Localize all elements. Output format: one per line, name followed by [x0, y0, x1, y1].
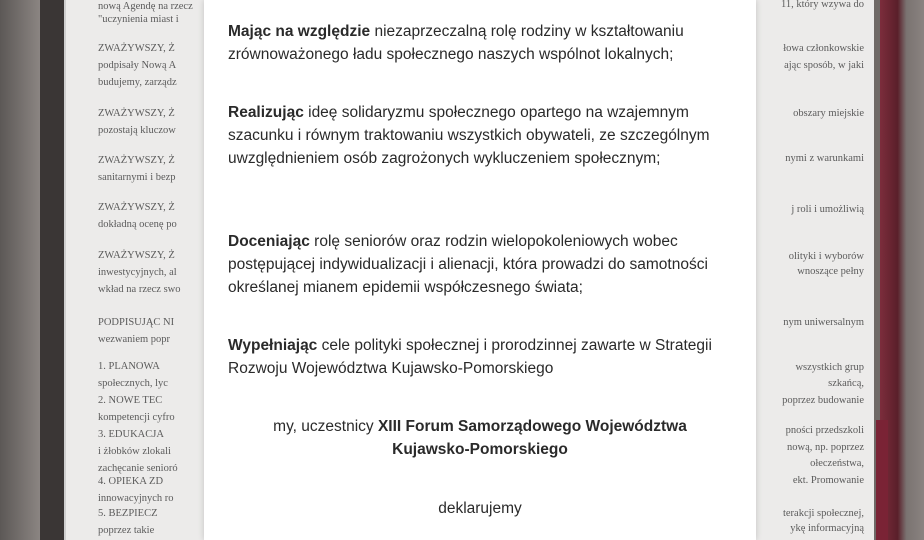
- paragraph-appreciating: [228, 230, 748, 299]
- left-page-line: nową Agendę na rzecz: [98, 1, 193, 12]
- left-page-line: PODPISUJĄC NI: [98, 317, 175, 328]
- right-page-line: poprzez budowanie: [782, 395, 864, 406]
- left-page-line: poprzez takie: [98, 525, 155, 536]
- left-page-line: "uczynienia miast i: [98, 14, 179, 25]
- left-page-line: i żłobków zlokali: [98, 446, 171, 457]
- right-page-line: nym uniwersalnym: [783, 317, 864, 328]
- left-page-line: wezwaniem popr: [98, 334, 171, 345]
- left-page-line: 1. PLANOWA: [98, 361, 160, 372]
- right-page-line: obszary miejskie: [793, 108, 864, 119]
- paragraph-considering-text: niezaprzeczalną rolę rodziny w kształtowaniu zrównoważonego ładu społecznego naszych wspólnot lokalnych;: [228, 23, 684, 63]
- left-page-line: ZWAŻYWSZY, Ż: [98, 43, 175, 54]
- right-page-line: pności przedszkoli: [785, 425, 864, 436]
- paragraph-fulfilling: [228, 334, 748, 380]
- left-page-line: ZWAŻYWSZY, Ż: [98, 250, 175, 261]
- left-page-line: ZWAŻYWSZY, Ż: [98, 108, 175, 119]
- participants-prefix: my, uczestnicy: [273, 418, 378, 435]
- paragraph-appreciating-text: rolę seniorów oraz rodzin wielopokoleniowych wobec postępującej indywidualizacji i alienacji, która prowadzi do samotności określanej mianem epidemii współczesnego świata;: [228, 233, 708, 296]
- right-page-line: olityki i wyborów: [788, 251, 864, 262]
- right-page-line: nymi z warunkami: [785, 153, 864, 164]
- left-page-line: społecznych, lyc: [98, 378, 168, 389]
- right-page-line: 11, który wzywa do: [780, 0, 864, 10]
- right-page-line: wnoszące pełny: [797, 266, 864, 277]
- paragraph-realizing-text: ideę solidaryzmu społecznego opartego na wzajemnym szacunku i równym traktowaniu wszystkich obywateli, ze szczególnym uwzględnieniem osób zagrożonych wykluczeniem społecznym;: [228, 104, 710, 167]
- right-page-line: wszystkich grup: [795, 362, 864, 373]
- left-page-line: budujemy, zarządz: [98, 77, 177, 88]
- left-page-line: sanitarnymi i bezp: [98, 172, 176, 183]
- background-left: [0, 0, 40, 540]
- left-page-line: pozostają kluczow: [98, 125, 176, 136]
- right-document-page: [752, 0, 874, 540]
- right-page-line: nową, np. poprzez: [787, 442, 864, 453]
- left-page-line: zachęcanie senioró: [98, 463, 178, 474]
- paragraph-considering-lead: Mając na względzie: [228, 23, 371, 40]
- right-page-line: ekt. Promowanie: [792, 475, 864, 486]
- paragraph-realizing-lead: Realizując: [228, 104, 304, 121]
- right-page-line: terakcji społecznej,: [782, 508, 864, 519]
- left-page-line: ZWAŻYWSZY, Ż: [98, 155, 175, 166]
- declare-word: deklarujemy: [438, 500, 522, 517]
- background-binding-strip: [40, 0, 64, 540]
- left-document-page: [64, 0, 212, 540]
- cover-ribbon: [876, 420, 888, 540]
- forum-name: XIII Forum Samorządowego Województwa Kujawsko-Pomorskiego: [377, 418, 687, 458]
- paragraph-appreciating-lead: Doceniając: [228, 233, 310, 250]
- left-page-line: 2. NOWE TEC: [98, 395, 163, 406]
- declaration-card: [204, 0, 756, 540]
- left-page-line: 3. EDUKACJA: [98, 429, 164, 440]
- left-page-line: podpisały Nową A: [98, 60, 177, 71]
- participants-line: [204, 415, 756, 461]
- right-page-line: j roli i umożliwią: [791, 204, 864, 215]
- left-page-line: inwestycyjnych, al: [98, 267, 177, 278]
- left-page-line: ZWAŻYWSZY, Ż: [98, 202, 175, 213]
- left-page-line: 5. BEZPIECZ: [98, 508, 158, 519]
- left-page-line: 4. OPIEKA ZD: [98, 476, 164, 487]
- right-page-line: łowa członkowskie: [783, 43, 864, 54]
- left-page-line: wkład na rzecz swo: [98, 284, 181, 295]
- paragraph-considering: [228, 20, 748, 66]
- left-page-line: kompetencji cyfro: [98, 412, 175, 423]
- right-page-line: ając sposób, w jaki: [784, 60, 864, 71]
- paragraph-fulfilling-lead: Wypełniając: [228, 337, 318, 354]
- left-page-line: innowacyjnych ro: [98, 493, 174, 504]
- paragraph-realizing: [228, 101, 748, 170]
- paragraph-fulfilling-text: cele polityki społecznej i prorodzinnej zawarte w Strategii Rozwoju Województwa Kujawsko-Pomorskiego: [228, 337, 712, 377]
- right-page-line: ołeczeństwa,: [810, 458, 864, 469]
- left-page-line: dokładną ocenę po: [98, 219, 177, 230]
- right-page-line: ykę informacyjną: [790, 523, 864, 534]
- right-page-line: szkańcą,: [828, 378, 864, 389]
